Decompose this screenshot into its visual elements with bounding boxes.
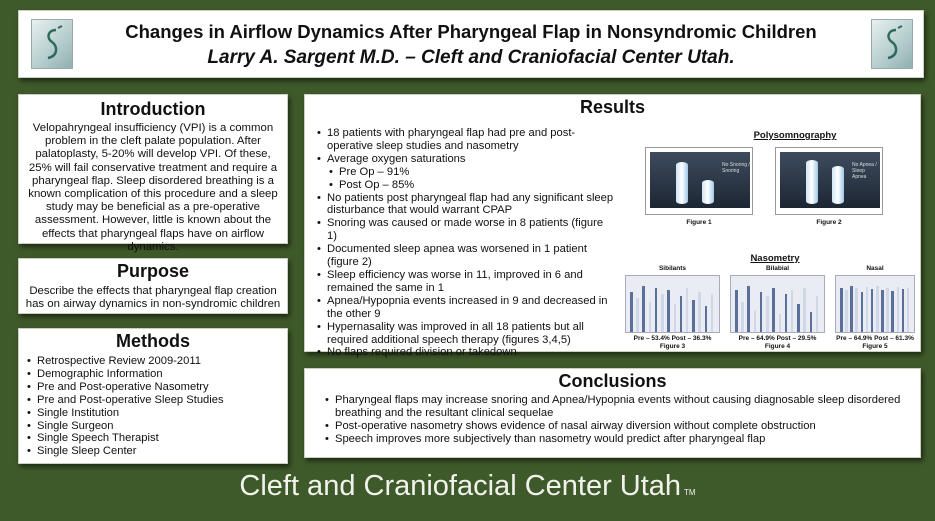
figure-5-chart [835, 275, 915, 333]
nasometry-bar [686, 288, 689, 332]
list-item: • Single Speech Therapist [25, 432, 281, 445]
list-item: • Single Sleep Center [25, 445, 281, 458]
introduction-panel [18, 94, 288, 253]
nasal-title: Nasal [866, 265, 884, 272]
list-item: • Pre Op – 91% [315, 166, 615, 179]
figure-3-values: Pre – 53.4% Post – 36.3% [633, 335, 712, 342]
list-item: • Hypernasality was improved in all 18 patients but all required additional speech therapy (figures 3,4,5) [315, 321, 615, 347]
nasometry-bar [705, 306, 708, 332]
nasometry-bar [735, 290, 738, 332]
nasometry-bar [907, 288, 910, 332]
list-item: • Demographic Information [25, 368, 281, 381]
purpose-text: Describe the effects that pharyngeal flap creation has on airway dynamics in non-syndromic children [25, 285, 281, 311]
chart-legend: No Apnea / Sleep Apnea [852, 162, 877, 180]
poster-title: Changes in Airflow Dynamics After Pharyngeal Flap in Nonsyndromic Children [125, 21, 817, 42]
nasometry-bar [845, 290, 848, 332]
list-item: • Post Op – 85% [315, 179, 615, 192]
nasometry-bar [779, 314, 782, 332]
figure-5-values: Pre – 64.9% Post – 61.3% [836, 335, 914, 342]
list-item: • Speech improves more subjectively than nasometry would predict after pharyngeal flap [323, 433, 908, 446]
nasometry-bar [876, 286, 879, 332]
nasometry-bar [785, 294, 788, 332]
nasometry-bar [840, 288, 843, 332]
nasometry-bar [855, 288, 858, 332]
nasometry-bar [803, 288, 806, 332]
introduction-text: Velopahryngeal insufficiency (VPI) is a common problem in the cleft palate population. After palatoplasty, 5-20% will develop VPI. Of these, 25% will fail conservative treatment and require a pharyngeal flap. Sleep disordered breathing is a known complication of this procedure and a sleep study may be beneficial as a pre-operative assessment. However, little is known about the effects that pharyngeal flaps have on airflow dynamics. [28, 122, 278, 253]
nasometry-bar [772, 288, 775, 332]
chart-legend: No Snoring / Snoring [722, 162, 750, 174]
conclusions-list [317, 394, 908, 446]
list-item: • Single Surgeon [25, 420, 281, 433]
nasometry-bar [816, 296, 819, 332]
conclusions-heading: Conclusions [558, 371, 667, 391]
nasometry-bar [766, 296, 769, 332]
list-item: • Single Institution [25, 407, 281, 420]
list-item: • Pharyngeal flaps may increase snoring and Apnea/Hypopnia events without causing diagnosable sleep disordered breathing and the resultant clinical sequelae [323, 394, 908, 420]
conclusions-panel [304, 368, 921, 458]
purpose-panel [18, 258, 288, 314]
bar-pre-op [676, 162, 688, 204]
swan-logo-icon [878, 24, 906, 64]
nasometry-bar [897, 287, 900, 332]
figure-1-caption: Figure 1 [686, 219, 712, 226]
list-item: • Average oxygen saturations [315, 153, 615, 166]
nasometry-bar [667, 290, 670, 332]
purpose-heading: Purpose [116, 261, 190, 281]
introduction-heading: Introduction [100, 99, 206, 119]
nasometry-bar [891, 291, 894, 332]
title-panel [18, 10, 924, 78]
figure-1-chart [645, 147, 753, 215]
figure-4-caption: Figure 4 [764, 343, 791, 350]
nasometry-bar [680, 296, 683, 332]
figure-3-chart [625, 275, 720, 333]
nasometry-bar [642, 286, 645, 332]
chart-plot-area [780, 152, 880, 208]
nasometry-bar [791, 290, 794, 332]
nasometry-bar [636, 298, 639, 332]
list-item: • Documented sleep apnea was worsened in 1 patient (figure 2) [315, 243, 615, 269]
figure-4-chart [730, 275, 825, 333]
bilabial-title: Bilabial [765, 265, 790, 272]
list-item: • No patients post pharyngeal flap had any significant sleep disturbance that would warrant CPAP [315, 192, 615, 218]
figure-2-caption: Figure 2 [816, 219, 842, 226]
nasometry-bar [902, 289, 905, 332]
bar-post-op [832, 166, 844, 204]
list-item: • Apnea/Hypopnia events increased in 9 and decreased in the other 9 [315, 295, 615, 321]
list-item: • Sleep efficiency was worse in 11, improved in 6 and remained the same in 1 [315, 269, 615, 295]
figure-4-values: Pre – 64.9% Post – 29.5% [738, 335, 817, 342]
nasometry-heading: Nasometry [750, 253, 800, 264]
nasometry-bar [698, 292, 701, 332]
results-list [315, 127, 615, 359]
nasometry-bar [861, 292, 864, 332]
chart-plot-area [650, 152, 750, 208]
list-item: • 18 patients with pharyngeal flap had pre and post-operative sleep studies and nasometry [315, 127, 615, 153]
nasometry-bar [754, 310, 757, 332]
list-item: • Pre and Post-operative Nasometry [25, 381, 281, 394]
nasometry-bar [871, 289, 874, 332]
list-item: • Pre and Post-operative Sleep Studies [25, 394, 281, 407]
bar-post-op [702, 180, 714, 204]
nasometry-bar [866, 287, 869, 332]
footer-banner [0, 470, 935, 503]
list-item: • Retrospective Review 2009-2011 [25, 355, 281, 368]
sibilants-title: Sibilants [658, 265, 687, 272]
nasometry-bar [711, 294, 714, 332]
nasometry-bar [886, 288, 889, 332]
results-heading: Results [579, 97, 646, 117]
methods-panel [18, 328, 288, 464]
figure-3-caption: Figure 3 [659, 343, 686, 350]
nasometry-bar [760, 292, 763, 332]
bar-pre-op [806, 160, 818, 204]
nasometry-bar [649, 302, 652, 332]
trademark-mark: TM [684, 488, 696, 497]
nasometry-bar [655, 288, 658, 332]
nasometry-bar [674, 304, 677, 332]
methods-heading: Methods [116, 331, 190, 351]
nasometry-bar [630, 292, 633, 332]
list-item: • No flaps required division or takedown [315, 346, 615, 359]
nasometry-bar [741, 302, 744, 332]
nasometry-bar [810, 312, 813, 332]
figure-2-chart [775, 147, 883, 215]
footer-text: Cleft and Craniofacial Center Utah [239, 470, 682, 502]
nasometry-bar [692, 300, 695, 332]
nasometry-bar [661, 294, 664, 332]
nasometry-bar [850, 286, 853, 332]
nasometry-bar [881, 290, 884, 332]
list-item: • Post-operative nasometry shows evidence of nasal airway diversion without complete obstruction [323, 420, 908, 433]
nasometry-bar [747, 286, 750, 332]
results-panel [304, 94, 921, 359]
methods-list [25, 355, 281, 458]
polysomnography-heading: Polysomnography [753, 130, 837, 141]
figure-5-caption: Figure 5 [862, 343, 888, 350]
center-logo-right [871, 19, 913, 69]
list-item: • Snoring was caused or made worse in 8 patients (figure 1) [315, 217, 615, 243]
nasometry-bar [797, 304, 800, 332]
poster-author: Larry A. Sargent M.D. – Cleft and Craniofacial Center Utah. [207, 47, 735, 68]
